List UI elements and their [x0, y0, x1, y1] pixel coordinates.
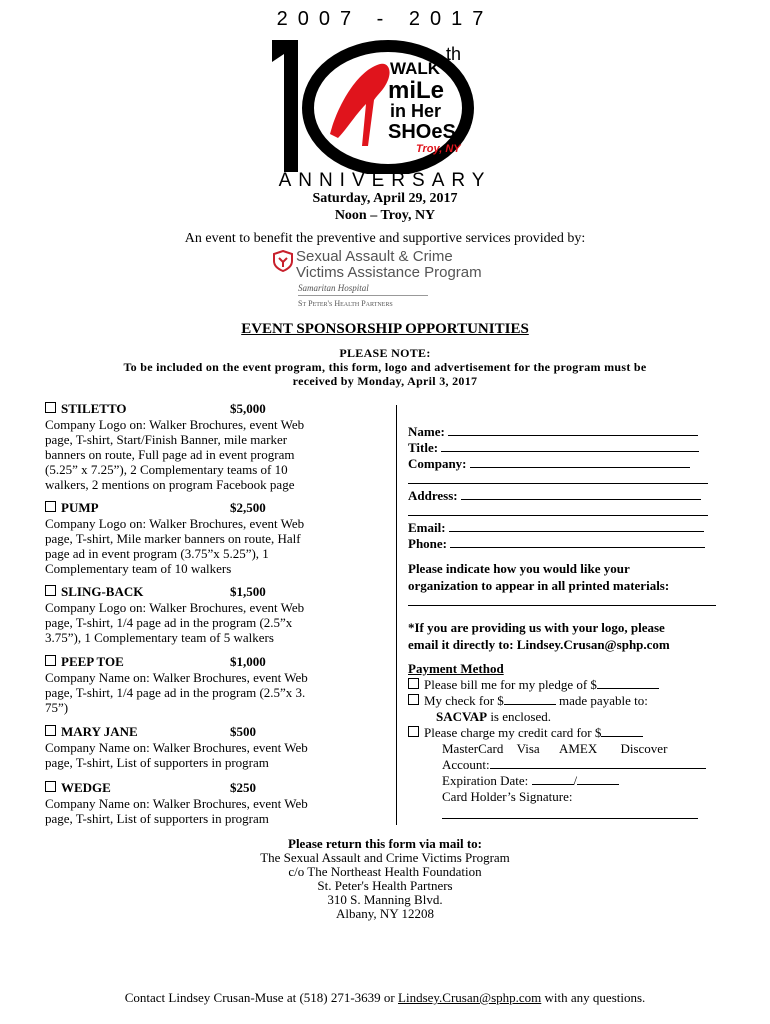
return-address: The Sexual Assault and Crime Victims Program c/o The Northeast Health Foundation St. Peter's Health Partners 310 S. Manning Blvd. Albany, NY 12208 — [260, 850, 510, 921]
svg-text:in Her: in Her — [390, 101, 442, 121]
package-wedge — [45, 780, 375, 826]
package-desc: Company Name on: Walker Brochures, event Web page, T-shirt, List of supporters in program — [45, 796, 308, 826]
charge-card-checkbox[interactable] — [408, 726, 419, 737]
exp-year-field[interactable] — [577, 773, 619, 785]
sacvap-line1: Sexual Assault & Crime — [296, 248, 453, 265]
walk-a-mile-logo — [268, 34, 508, 174]
sponsorship-title: EVENT SPONSORSHIP OPPORTUNITIES — [241, 321, 529, 337]
sacvap-text: SACVAP — [436, 709, 488, 724]
package-desc: Company Name on: Walker Brochures, event Web page, T-shirt, List of supporters in program — [45, 740, 308, 770]
company-field-line2[interactable] — [408, 472, 708, 484]
column-divider — [396, 405, 397, 825]
shield-icon — [272, 250, 294, 272]
card-visa[interactable]: Visa — [516, 741, 540, 756]
peep-toe-checkbox[interactable] — [45, 655, 56, 666]
sacvap-logo — [272, 248, 512, 312]
samaritan-hospital: Samaritan Hospital — [298, 283, 369, 293]
printed-name-field[interactable] — [408, 605, 716, 606]
logo-divider — [298, 295, 428, 296]
package-name: STILETTO — [61, 401, 127, 416]
footer-contact: Contact Lindsey Crusan-Muse at (518) 271-3639 or Lindsey.Crusan@sphp.com with any questions. — [124, 990, 646, 1005]
check-checkbox[interactable] — [408, 694, 419, 705]
card-types — [408, 741, 718, 757]
package-price: $5,000 — [230, 401, 266, 416]
address-label: Address: — [408, 488, 458, 503]
company-field[interactable] — [470, 456, 690, 468]
wedge-checkbox[interactable] — [45, 781, 56, 792]
package-price: $500 — [230, 724, 256, 739]
package-pump — [45, 500, 375, 576]
package-desc: Company Logo on: Walker Brochures, event Web page, T-shirt, Mile marker banners on route, Half page ad in event program (3.75”x 5.25”), 1 Complementary team of 10 walkers — [45, 516, 305, 576]
card-discover[interactable]: Discover — [620, 741, 668, 756]
svg-text:miLe: miLe — [388, 77, 445, 104]
sling-back-checkbox[interactable] — [45, 585, 56, 596]
email-field[interactable] — [449, 520, 704, 532]
svg-text:th: th — [446, 44, 462, 64]
package-desc: Company Name on: Walker Brochures, event Web page, T-shirt, 1/4 page ad in the program (2.5”x 3. 75”) — [45, 670, 308, 715]
anniversary-label: ANNIVERSARY — [278, 170, 492, 191]
title-field[interactable] — [441, 440, 699, 452]
company-label: Company: — [408, 456, 467, 471]
card-mastercard[interactable]: MasterCard — [442, 741, 504, 756]
note-line1: To be included on the event program, this form, logo and advertisement for the program must be — [123, 360, 647, 374]
note-line2: received by Monday, April 3, 2017 — [292, 374, 478, 388]
package-desc: Company Logo on: Walker Brochures, event Web page, T-shirt, 1/4 page ad in the program (2.5”x 3.75”), 1 Complementary team of 5 walkers — [45, 600, 305, 645]
pledge-amount-field[interactable] — [597, 677, 659, 689]
mary-jane-checkbox[interactable] — [45, 725, 56, 736]
package-desc: Company Logo on: Walker Brochures, event Web page, T-shirt, Start/Finish Banner, mile marker banners on route, Full page ad in event program (5.25” x 7.25”), 2 Complementary teams of 10 walkers, 2 mentions on program Facebook page — [45, 417, 305, 492]
benefit-text: An event to benefit the preventive and supportive services provided by: — [184, 231, 586, 246]
return-heading: Please return this form via mail to: — [288, 836, 482, 851]
phone-label: Phone: — [408, 536, 447, 551]
package-sling-back — [45, 584, 375, 645]
charge-amount-field[interactable] — [601, 725, 643, 737]
card-amex[interactable]: AMEX — [558, 741, 598, 756]
check-amount-field[interactable] — [504, 693, 556, 705]
name-label: Name: — [408, 424, 445, 439]
payment-heading: Payment Method — [408, 661, 504, 676]
package-name: MARY JANE — [61, 724, 138, 739]
svg-text:SHOeS: SHOeS — [388, 121, 456, 143]
package-name: PEEP TOE — [61, 654, 124, 669]
payment-method: Payment Method Please bill me for my pledge of $ My check for $ made payable to: SACVAP is enclosed. Please charge my credit card for $ MasterCard Visa AMEX Discover Account: Expiration Date: / Card Holder’s Signature: — [408, 661, 718, 805]
stiletto-checkbox[interactable] — [45, 402, 56, 413]
package-peep-toe — [45, 654, 375, 715]
st-peters-partners: St Peter's Health Partners — [298, 299, 393, 308]
logo-email-note: *If you are providing us with your logo, please email it directly to: Lindsey.Crusan@sphp.com — [408, 620, 670, 652]
package-price: $250 — [230, 780, 256, 795]
event-date: Saturday, April 29, 2017 — [312, 191, 458, 206]
account-field[interactable] — [490, 757, 706, 769]
package-stiletto — [45, 401, 375, 492]
package-price: $2,500 — [230, 500, 266, 515]
name-field[interactable] — [448, 424, 698, 436]
package-name: SLING-BACK — [61, 584, 144, 599]
exp-month-field[interactable] — [532, 773, 574, 785]
package-name: WEDGE — [61, 780, 111, 795]
event-time-place: Noon – Troy, NY — [334, 208, 436, 223]
address-field-line2[interactable] — [408, 504, 708, 516]
pump-checkbox[interactable] — [45, 501, 56, 512]
signature-field[interactable] — [442, 818, 698, 819]
svg-text:WALK a: WALK a — [390, 59, 455, 78]
phone-field[interactable] — [450, 536, 705, 548]
svg-text:Troy, NY: Troy, NY — [416, 143, 461, 155]
bill-me-checkbox[interactable] — [408, 678, 419, 689]
address-field[interactable] — [461, 488, 701, 500]
contact-email-link[interactable]: Lindsey.Crusan@sphp.com — [398, 990, 542, 1005]
package-price: $1,500 — [230, 584, 266, 599]
package-name: PUMP — [61, 500, 99, 515]
svg-text:®: ® — [464, 122, 471, 132]
note-heading: PLEASE NOTE: — [339, 346, 431, 360]
anniversary-years: 2007 - 2017 — [276, 8, 494, 30]
title-label: Title: — [408, 440, 439, 455]
package-mary-jane — [45, 724, 375, 770]
email-label: Email: — [408, 520, 446, 535]
printed-name-instructions: Please indicate how you would like your organization to appear in all printed materials: — [408, 561, 670, 593]
sacvap-line2: Victims Assistance Program — [296, 264, 482, 281]
contact-form — [408, 424, 718, 552]
logo-graphic — [268, 34, 508, 174]
signature-label: Card Holder’s Signature: — [442, 789, 573, 804]
package-price: $1,000 — [230, 654, 266, 669]
